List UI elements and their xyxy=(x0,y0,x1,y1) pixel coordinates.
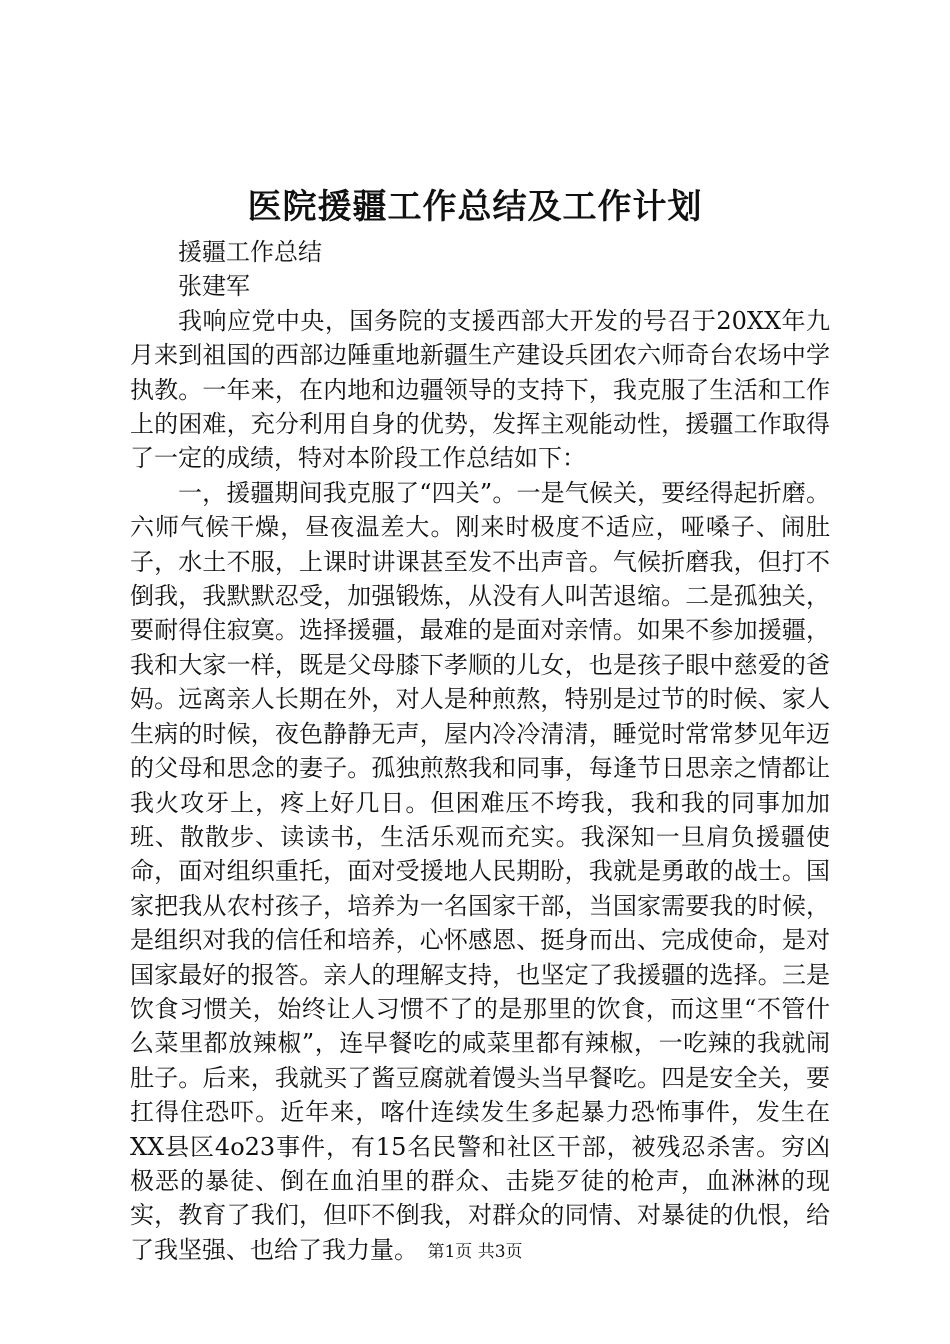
document-title: 医院援疆工作总结及工作计划 xyxy=(247,187,703,227)
intro-paragraph: 我响应党中央，国务院的支援西部大开发的号召于20XX年九月来到祖国的西部边陲重地新疆生产建设兵团农六师奇台农场中学执教。一年来，在内地和边疆领导的支持下，我克服了生活和工作上的困难，充分利用自身的优势，发挥主观能动性，援疆工作取得了一定的成绩，特对本阶段工作总结如下： xyxy=(130,306,830,473)
page-number: 第1页 共3页 xyxy=(427,1242,523,1262)
body-paragraph: 一，援疆期间我克服了“四关”。一是气候关，要经得起折磨。六师气候干燥，昼夜温差大。刚来时极度不适应，哑嗓子、闹肚子，水土不服，上课时讲课甚至发不出声音。气候折磨我，但打不倒我，我默默忍受，加强锻炼，从没有人叫苦退缩。二是孤独关，要耐得住寂寞。选择援疆，最难的是面对亲情。如果不参加援疆，我和大家一样，既是父母膝下孝顺的儿女，也是孩子眼中慈爱的爸妈。远离亲人长期在外，对人是种煎熬，特别是过节的时候、家人生病的时候，夜色静静无声，屋内冷冷清清，睡觉时常常梦见年迈的父母和思念的妻子。孤独煎熬我和同事，每逢节日思亲之情都让我火攻牙上，疼上好几日。但困难压不垮我，我和我的同事加加班、散散步、读读书，生活乐观而充实。我深知一旦肩负援疆使命，面对组织重托，面对受援地人民期盼，我就是勇敢的战士。国家把我从农村孩子，培养为一名国家干部，当国家需要我的时候，是组织对我的信任和培养，心怀感恩、挺身而出、完成使命，是对国家最好的报答。亲人的理解支持，也坚定了我援疆的选择。三是饮食习惯关，始终让人习惯不了的是那里的饮食，而这里“不管什么菜里都放辣椒”，连早餐吃的咸菜里都有辣椒，一吃辣的我就闹肚子。后来，我就买了酱豆腐就着馒头当早餐吃。四是安全关，要扛得住恐吓。近年来，喀什连续发生多起暴力恐怖事件，发生在XX县区4o23事件，有15名民警和社区干部，被残忍杀害。穷凶极恶的暴徒、倒在血泊里的群众、击毙歹徒的枪声，血淋淋的现实，教育了我们，但吓不倒我，对群众的同情、对暴徒的仇恨，给了我坚强、也给了我力量。 xyxy=(130,478,830,1264)
author-name: 张建军 xyxy=(178,272,250,301)
section-heading: 援疆工作总结 xyxy=(178,238,322,266)
document-body xyxy=(130,235,830,1267)
